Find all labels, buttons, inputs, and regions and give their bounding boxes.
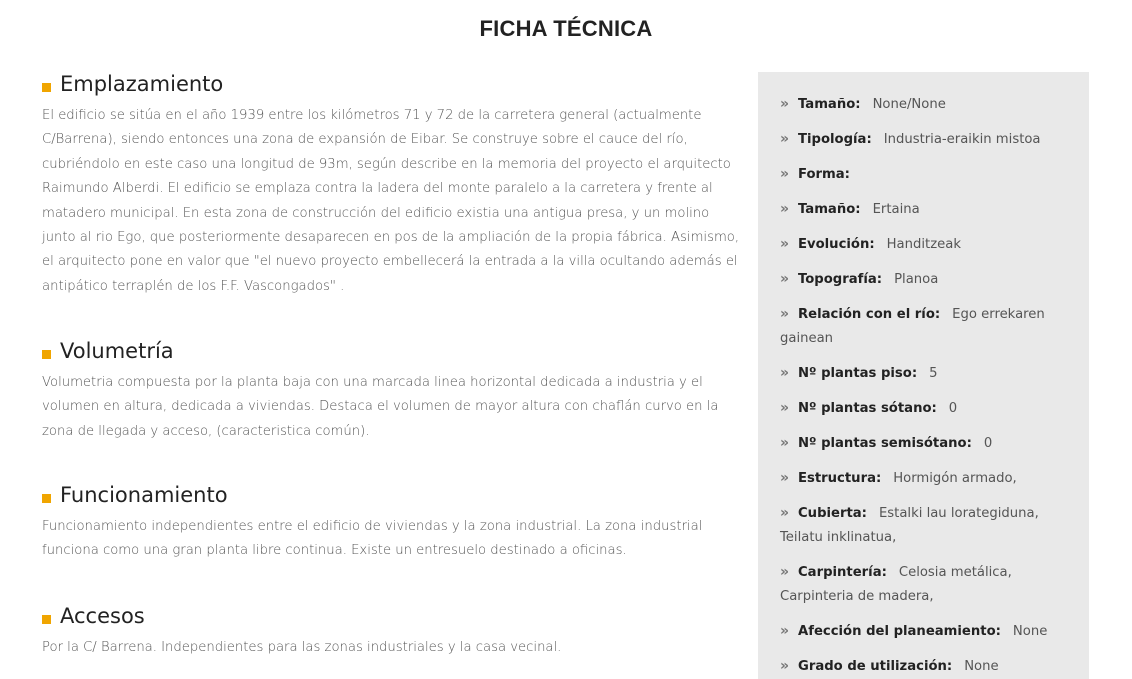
spec-value: None (964, 659, 999, 674)
double-chevron-right-icon: » (780, 435, 787, 451)
spec-value: None/None (872, 97, 946, 112)
section-funcionamiento (42, 481, 742, 564)
spec-value: Handitzeak (886, 237, 961, 252)
spec-sidebar (758, 72, 1089, 679)
square-bullet-icon (42, 494, 51, 503)
spec-item (780, 361, 1067, 386)
square-bullet-icon (42, 350, 51, 359)
double-chevron-right-icon: » (780, 166, 787, 182)
spec-item (780, 396, 1067, 421)
double-chevron-right-icon: » (780, 236, 787, 252)
square-bullet-icon (42, 83, 51, 92)
section-accesos (42, 602, 742, 660)
section-text: El edificio se sitúa en el año 1939 entre los kilómetros 71 y 72 de la carretera general (actualmente C/Barrena), siendo entonces una zona de expansión de Eibar. Se construye sobre el cauce del río, cubriéndolo en este caso una longitud de 93m, según describe en la memoria del proyecto el arquitecto Raimundo Alberdi. El edificio se emplaza contra la ladera del monte paralelo a la carretera y frente al matadero municipal. En esta zona de construcción del edificio existia una antigua presa, y un molino junto al rio Ego, que posteriormente desaparecen en pos de la ampliación de la propia fábrica. Asimismo, el arquitecto pone en valor que "el nuevo proyecto embellecerá la entrada a la villa ocultando además el antipático terraplén de los F.F. Vascongados" . (42, 108, 740, 294)
spec-item (780, 197, 1067, 222)
spec-item (780, 232, 1067, 257)
section-heading (42, 70, 742, 98)
double-chevron-right-icon: » (780, 306, 787, 322)
spec-item (780, 619, 1067, 644)
section-title: Accesos (60, 604, 145, 628)
spec-label: Nº plantas piso: (798, 366, 918, 381)
double-chevron-right-icon: » (780, 96, 787, 112)
section-heading (42, 602, 742, 630)
spec-label: Carpintería: (798, 565, 887, 580)
section-emplazamiento (42, 70, 742, 299)
double-chevron-right-icon: » (780, 658, 787, 674)
spec-value: Industria-eraikin mistoa (883, 132, 1041, 147)
spec-label: Topografía: (798, 272, 883, 287)
section-text: Por la C/ Barrena. Independientes para las zonas industriales y la casa vecinal. (42, 640, 562, 655)
spec-label: Grado de utilización: (798, 659, 953, 674)
spec-label: Nº plantas semisótano: (798, 436, 972, 451)
spec-label: Nº plantas sótano: (798, 401, 937, 416)
section-text: Volumetria compuesta por la planta baja con una marcada linea horizontal dedicada a industria y el volumen en altura, dedicada a viviendas. Destaca el volumen de mayor altura con chaflán curvo en la zona de llegada y acceso, (caracteristica común). (42, 375, 719, 439)
spec-item (780, 92, 1067, 117)
double-chevron-right-icon: » (780, 131, 787, 147)
double-chevron-right-icon: » (780, 564, 787, 580)
section-title: Funcionamiento (60, 483, 228, 507)
double-chevron-right-icon: » (780, 505, 787, 521)
double-chevron-right-icon: » (780, 623, 787, 639)
spec-value: 0 (983, 436, 993, 451)
spec-label: Relación con el río: (798, 307, 941, 322)
double-chevron-right-icon: » (780, 201, 787, 217)
section-text: Funcionamiento independientes entre el edificio de viviendas y la zona industrial. La zona industrial funciona como una gran planta libre continua. Existe un entresuelo destinado a oficinas. (42, 519, 703, 559)
spec-value: Celosia metálica, Carpinteria de madera, (780, 565, 1012, 604)
double-chevron-right-icon: » (780, 271, 787, 287)
spec-item (780, 654, 1067, 679)
spec-value: Planoa (894, 272, 939, 287)
spec-value: 0 (948, 401, 958, 416)
spec-item (780, 302, 1067, 351)
double-chevron-right-icon: » (780, 470, 787, 486)
spec-value: Hormigón armado, (893, 471, 1017, 486)
double-chevron-right-icon: » (780, 365, 787, 381)
square-bullet-icon (42, 615, 51, 624)
section-title: Volumetría (60, 339, 174, 363)
spec-value: 5 (929, 366, 938, 381)
spec-item (780, 466, 1067, 491)
spec-item (780, 431, 1067, 456)
spec-label: Cubierta: (798, 506, 867, 521)
double-chevron-right-icon: » (780, 400, 787, 416)
spec-value: None (1012, 624, 1048, 639)
page-title: FICHA TÉCNICA (479, 16, 653, 41)
spec-item (780, 127, 1067, 152)
spec-label: Tamaño: (798, 97, 861, 112)
spec-value: Estalki lau lorategiduna, Teilatu inklinatua, (780, 506, 1039, 545)
section-heading (42, 337, 742, 365)
section-title: Emplazamiento (60, 72, 224, 96)
spec-label: Tipología: (798, 132, 872, 147)
spec-value: Ego errekaren gainean (780, 307, 1045, 346)
spec-item (780, 560, 1067, 609)
spec-item (780, 501, 1067, 550)
spec-value: Ertaina (872, 202, 920, 217)
section-heading (42, 481, 742, 509)
spec-label: Tamaño: (798, 202, 861, 217)
spec-item (780, 267, 1067, 292)
spec-label: Estructura: (798, 471, 882, 486)
spec-label: Afección del planeamiento: (798, 624, 1001, 639)
spec-item (780, 162, 1067, 187)
spec-label: Forma: (798, 167, 850, 182)
section-volumetria (42, 337, 742, 444)
spec-label: Evolución: (798, 237, 875, 252)
